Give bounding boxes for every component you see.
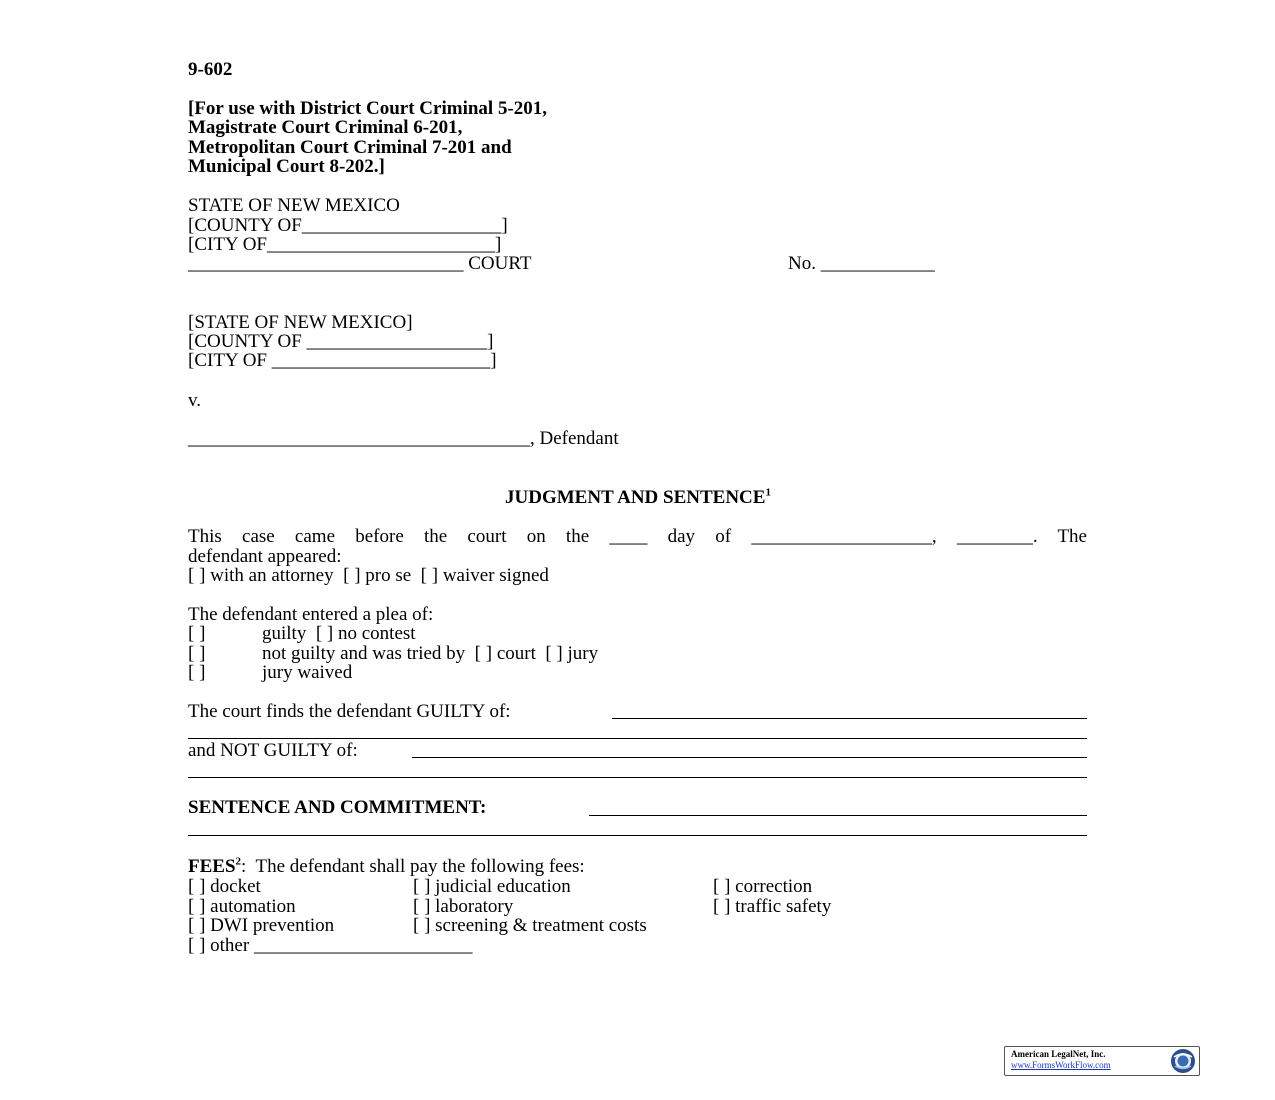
use-note-line-1: [For use with District Court Criminal 5-201, (188, 98, 548, 119)
plea-checkbox-not-guilty[interactable]: [ ] (188, 643, 206, 664)
plea-option-jury-waived: jury waived (262, 662, 353, 683)
use-note-line-2: Magistrate Court Criminal 6-201, (188, 117, 463, 138)
versus-label: v. (188, 390, 202, 411)
title-text: JUDGMENT AND SENTENCE (505, 487, 766, 508)
sentence-field[interactable] (589, 815, 1087, 816)
use-note-line-4: Municipal Court 8-202.] (188, 156, 385, 177)
not-guilty-of-label: and NOT GUILTY of: (188, 740, 358, 761)
fee-automation[interactable]: [ ] automation (188, 896, 296, 917)
plea-option-guilty[interactable]: guilty [ ] no contest (262, 623, 416, 644)
plea-checkbox-jury-waived[interactable]: [ ] (188, 662, 206, 683)
logo-url-link[interactable]: www.FormsWorkFlow.com (1011, 1060, 1111, 1070)
appearance-sentence[interactable]: This case came before the court on the ____ day of ___________________, ________. The (188, 526, 1087, 547)
american-legalnet-logo[interactable] (1004, 1046, 1200, 1076)
fees-heading (188, 857, 585, 877)
plea-option-not-guilty[interactable]: not guilty and was tried by [ ] court [ ] jury (262, 643, 599, 664)
court-state: STATE OF NEW MEXICO (188, 195, 400, 216)
fee-laboratory[interactable]: [ ] laboratory (413, 896, 514, 917)
sentence-field-line-2[interactable] (188, 835, 1087, 836)
fees-label: FEES (188, 856, 236, 877)
plaintiff-state: [STATE OF NEW MEXICO] (188, 312, 413, 333)
fee-dwi-prevention[interactable]: [ ] DWI prevention (188, 915, 335, 936)
plea-checkbox-guilty[interactable]: [ ] (188, 623, 206, 644)
fee-other[interactable]: [ ] other _______________________ (188, 935, 473, 956)
fee-traffic-safety[interactable]: [ ] traffic safety (713, 896, 832, 917)
guilty-of-field[interactable] (612, 718, 1087, 719)
case-number-field[interactable]: No. ____________ (788, 253, 935, 274)
title-footnote: 1 (765, 486, 771, 499)
plaintiff-city-field[interactable]: [CITY OF _______________________] (188, 350, 497, 371)
fee-screening-treatment[interactable]: [ ] screening & treatment costs (413, 915, 647, 936)
use-note-line-3: Metropolitan Court Criminal 7-201 and (188, 137, 512, 158)
fees-intro: : The defendant shall pay the following fees: (241, 856, 585, 877)
plaintiff-county-field[interactable]: [COUNTY OF ___________________] (188, 331, 494, 352)
guilty-of-label: The court finds the defendant GUILTY of: (188, 701, 511, 722)
fee-correction[interactable]: [ ] correction (713, 876, 813, 897)
fees-footnote: 2 (235, 855, 242, 868)
not-guilty-of-field-line-2[interactable] (188, 777, 1087, 778)
sentence-label: SENTENCE AND COMMITMENT: (188, 797, 487, 818)
defendant-name-field[interactable]: ____________________________________, Defendant (188, 428, 619, 449)
fee-judicial-education[interactable]: [ ] judicial education (413, 876, 571, 897)
form-number: 9-602 (188, 59, 233, 80)
court-city-field[interactable]: [CITY OF________________________] (188, 234, 502, 255)
court-county-field[interactable]: [COUNTY OF_____________________] (188, 215, 508, 236)
appearance-options[interactable]: [ ] with an attorney [ ] pro se [ ] waiver signed (188, 565, 549, 586)
guilty-of-field-line-2[interactable] (188, 738, 1087, 739)
logo-company-name: American LegalNet, Inc. (1011, 1049, 1106, 1059)
appearance-line-2: defendant appeared: (188, 546, 342, 567)
plea-heading: The defendant entered a plea of: (188, 604, 434, 625)
not-guilty-of-field[interactable] (412, 757, 1087, 758)
document-title (188, 488, 1088, 508)
globe-icon (1170, 1048, 1196, 1074)
court-name-field[interactable]: _____________________________ COURT (188, 253, 532, 274)
fee-docket[interactable]: [ ] docket (188, 876, 261, 897)
